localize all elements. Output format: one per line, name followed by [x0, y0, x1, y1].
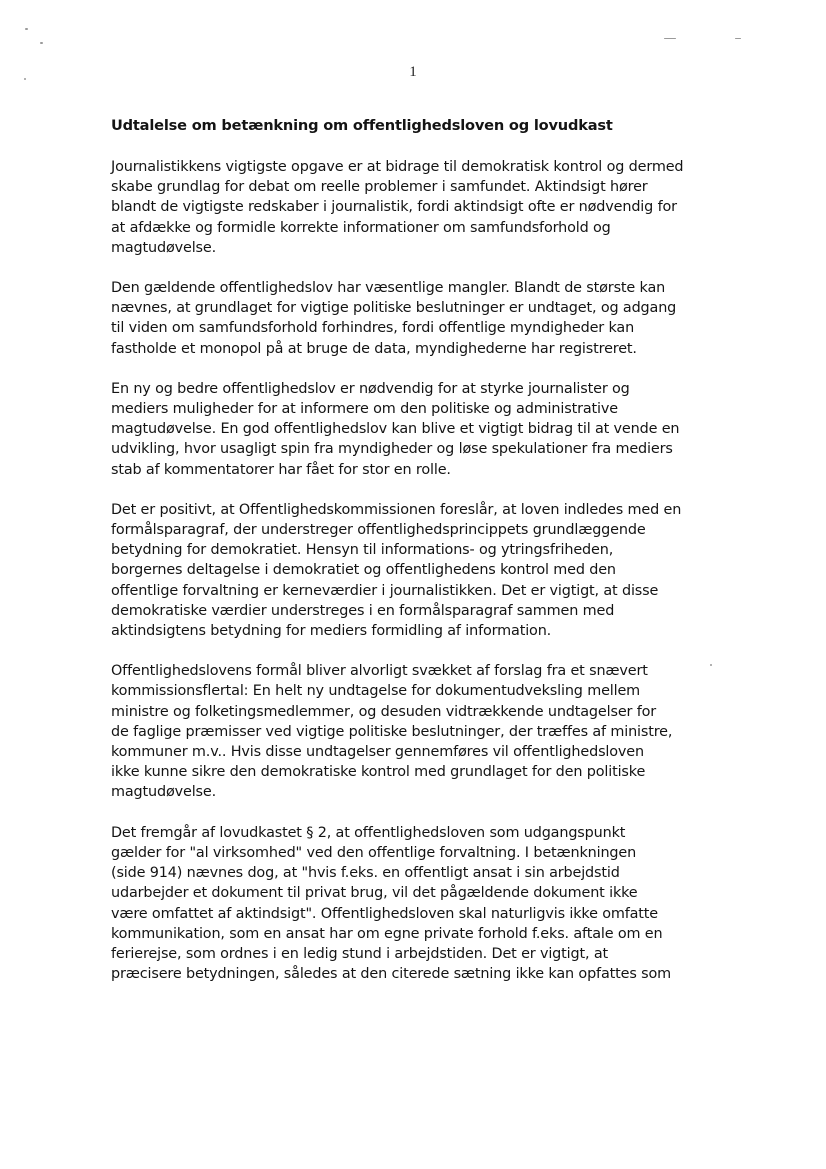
text-line: kommissionsflertal: En helt ny undtagelse for dokumentudveksling mellem — [111, 683, 641, 700]
scan-speck — [40, 42, 43, 44]
text-line: blandt de vigtigste redskaber i journalistik, fordi aktindsigt ofte er nødvendig for — [111, 199, 677, 216]
text-line: fastholde et monopol på at bruge de data, myndighederne har registreret. — [111, 340, 637, 357]
text-line: En ny og bedre offentlighedslov er nødvendig for at styrke journalister og — [111, 380, 630, 397]
paragraph — [111, 823, 721, 985]
text-line: udvikling, hvor usagligt spin fra myndigheder og løse spekulationer fra mediers — [111, 441, 673, 458]
scan-speck — [25, 28, 28, 30]
text-line: ikke kunne sikre den demokratiske kontrol med grundlaget for den politiske — [111, 764, 646, 781]
document-title: Udtalelse om betænkning om offentlighedsloven og lovudkast — [111, 117, 613, 134]
text-line: betydning for demokratiet. Hensyn til informations- og ytringsfriheden, — [111, 542, 614, 559]
text-line: gælder for "al virksomhed" ved den offentlige forvaltning. I betænkningen — [111, 844, 637, 861]
paragraph — [111, 157, 721, 258]
text-line: mediers muligheder for at informere om den politiske og administrative — [111, 401, 618, 418]
text-line: være omfattet af aktindsigt". Offentlighedsloven skal naturligvis ikke omfatte — [111, 905, 658, 922]
text-line: Offentlighedslovens formål bliver alvorligt svækket af forslag fra et snævert — [111, 663, 648, 680]
text-line: kommuner m.v.. Hvis disse undtagelser gennemføres vil offentlighedsloven — [111, 744, 644, 761]
text-line: Den gældende offentlighedslov har væsentlige mangler. Blandt de største kan — [111, 280, 666, 297]
text-line: formålsparagraf, der understreger offentlighedsprincippets grundlæggende — [111, 522, 646, 539]
text-line: magtudøvelse. — [111, 239, 217, 256]
text-line: ministre og folketingsmedlemmer, og desuden vidtrækkende undtagelser for — [111, 703, 657, 720]
text-line: udarbejder et dokument til privat brug, vil det pågældende dokument ikke — [111, 885, 638, 902]
text-line: de faglige præmisser ved vigtige politiske beslutninger, der træffes af ministre, — [111, 723, 673, 740]
text-line: Det fremgår af lovudkastet § 2, at offentlighedsloven som udgangspunkt — [111, 824, 626, 841]
paragraph — [111, 278, 721, 359]
text-line: Det er positivt, at Offentlighedskommissionen foreslår, at loven indledes med en — [111, 501, 682, 518]
text-line: præcisere betydningen, således at den citerede sætning ikke kan opfattes som — [111, 966, 671, 983]
text-line: til viden om samfundsforhold forhindres, fordi offentlige myndigheder kan — [111, 320, 635, 337]
text-line: Journalistikkens vigtigste opgave er at bidrage til demokratisk kontrol og dermed — [111, 159, 684, 175]
text-line: magtudøvelse. En god offentlighedslov kan blive et vigtigt bidrag til at vende en — [111, 421, 680, 438]
text-line: skabe grundlag for debat om reelle problemer i samfundet. Aktindsigt hører — [111, 179, 648, 196]
text-line: nævnes, at grundlaget for vigtige politiske beslutninger er undtaget, og adgang — [111, 300, 677, 317]
text-line: demokratiske værdier understreges i en formålsparagraf sammen med — [111, 602, 615, 619]
scan-speck — [735, 38, 741, 39]
letter-body — [111, 116, 721, 1004]
text-line: stab af kommentatorer har fået for stor en rolle. — [111, 461, 451, 478]
paragraph — [111, 661, 721, 802]
text-line: magtudøvelse. — [111, 784, 217, 801]
text-line: ferierejse, som ordnes i en ledig stund i arbejdstiden. Det er vigtigt, at — [111, 945, 608, 962]
paragraph — [111, 379, 721, 480]
text-line: aktindsigtens betydning for mediers formidling af information. — [111, 623, 552, 640]
text-line: kommunikation, som en ansat har om egne private forhold f.eks. aftale om en — [111, 925, 663, 942]
text-line: offentlige forvaltning er kerneværdier i journalistikken. Det er vigtigt, at disse — [111, 582, 659, 599]
text-line: (side 914) nævnes dog, at "hvis f.eks. en offentligt ansat i sin arbejdstid — [111, 865, 620, 882]
paragraph — [111, 500, 721, 641]
page-number: 1 — [409, 64, 417, 80]
text-line: borgernes deltagelse i demokratiet og offentlighedens kontrol med den — [111, 562, 616, 579]
scan-speck — [664, 38, 676, 39]
text-line: at afdække og formidle korrekte informationer om samfundsforhold og — [111, 219, 611, 236]
